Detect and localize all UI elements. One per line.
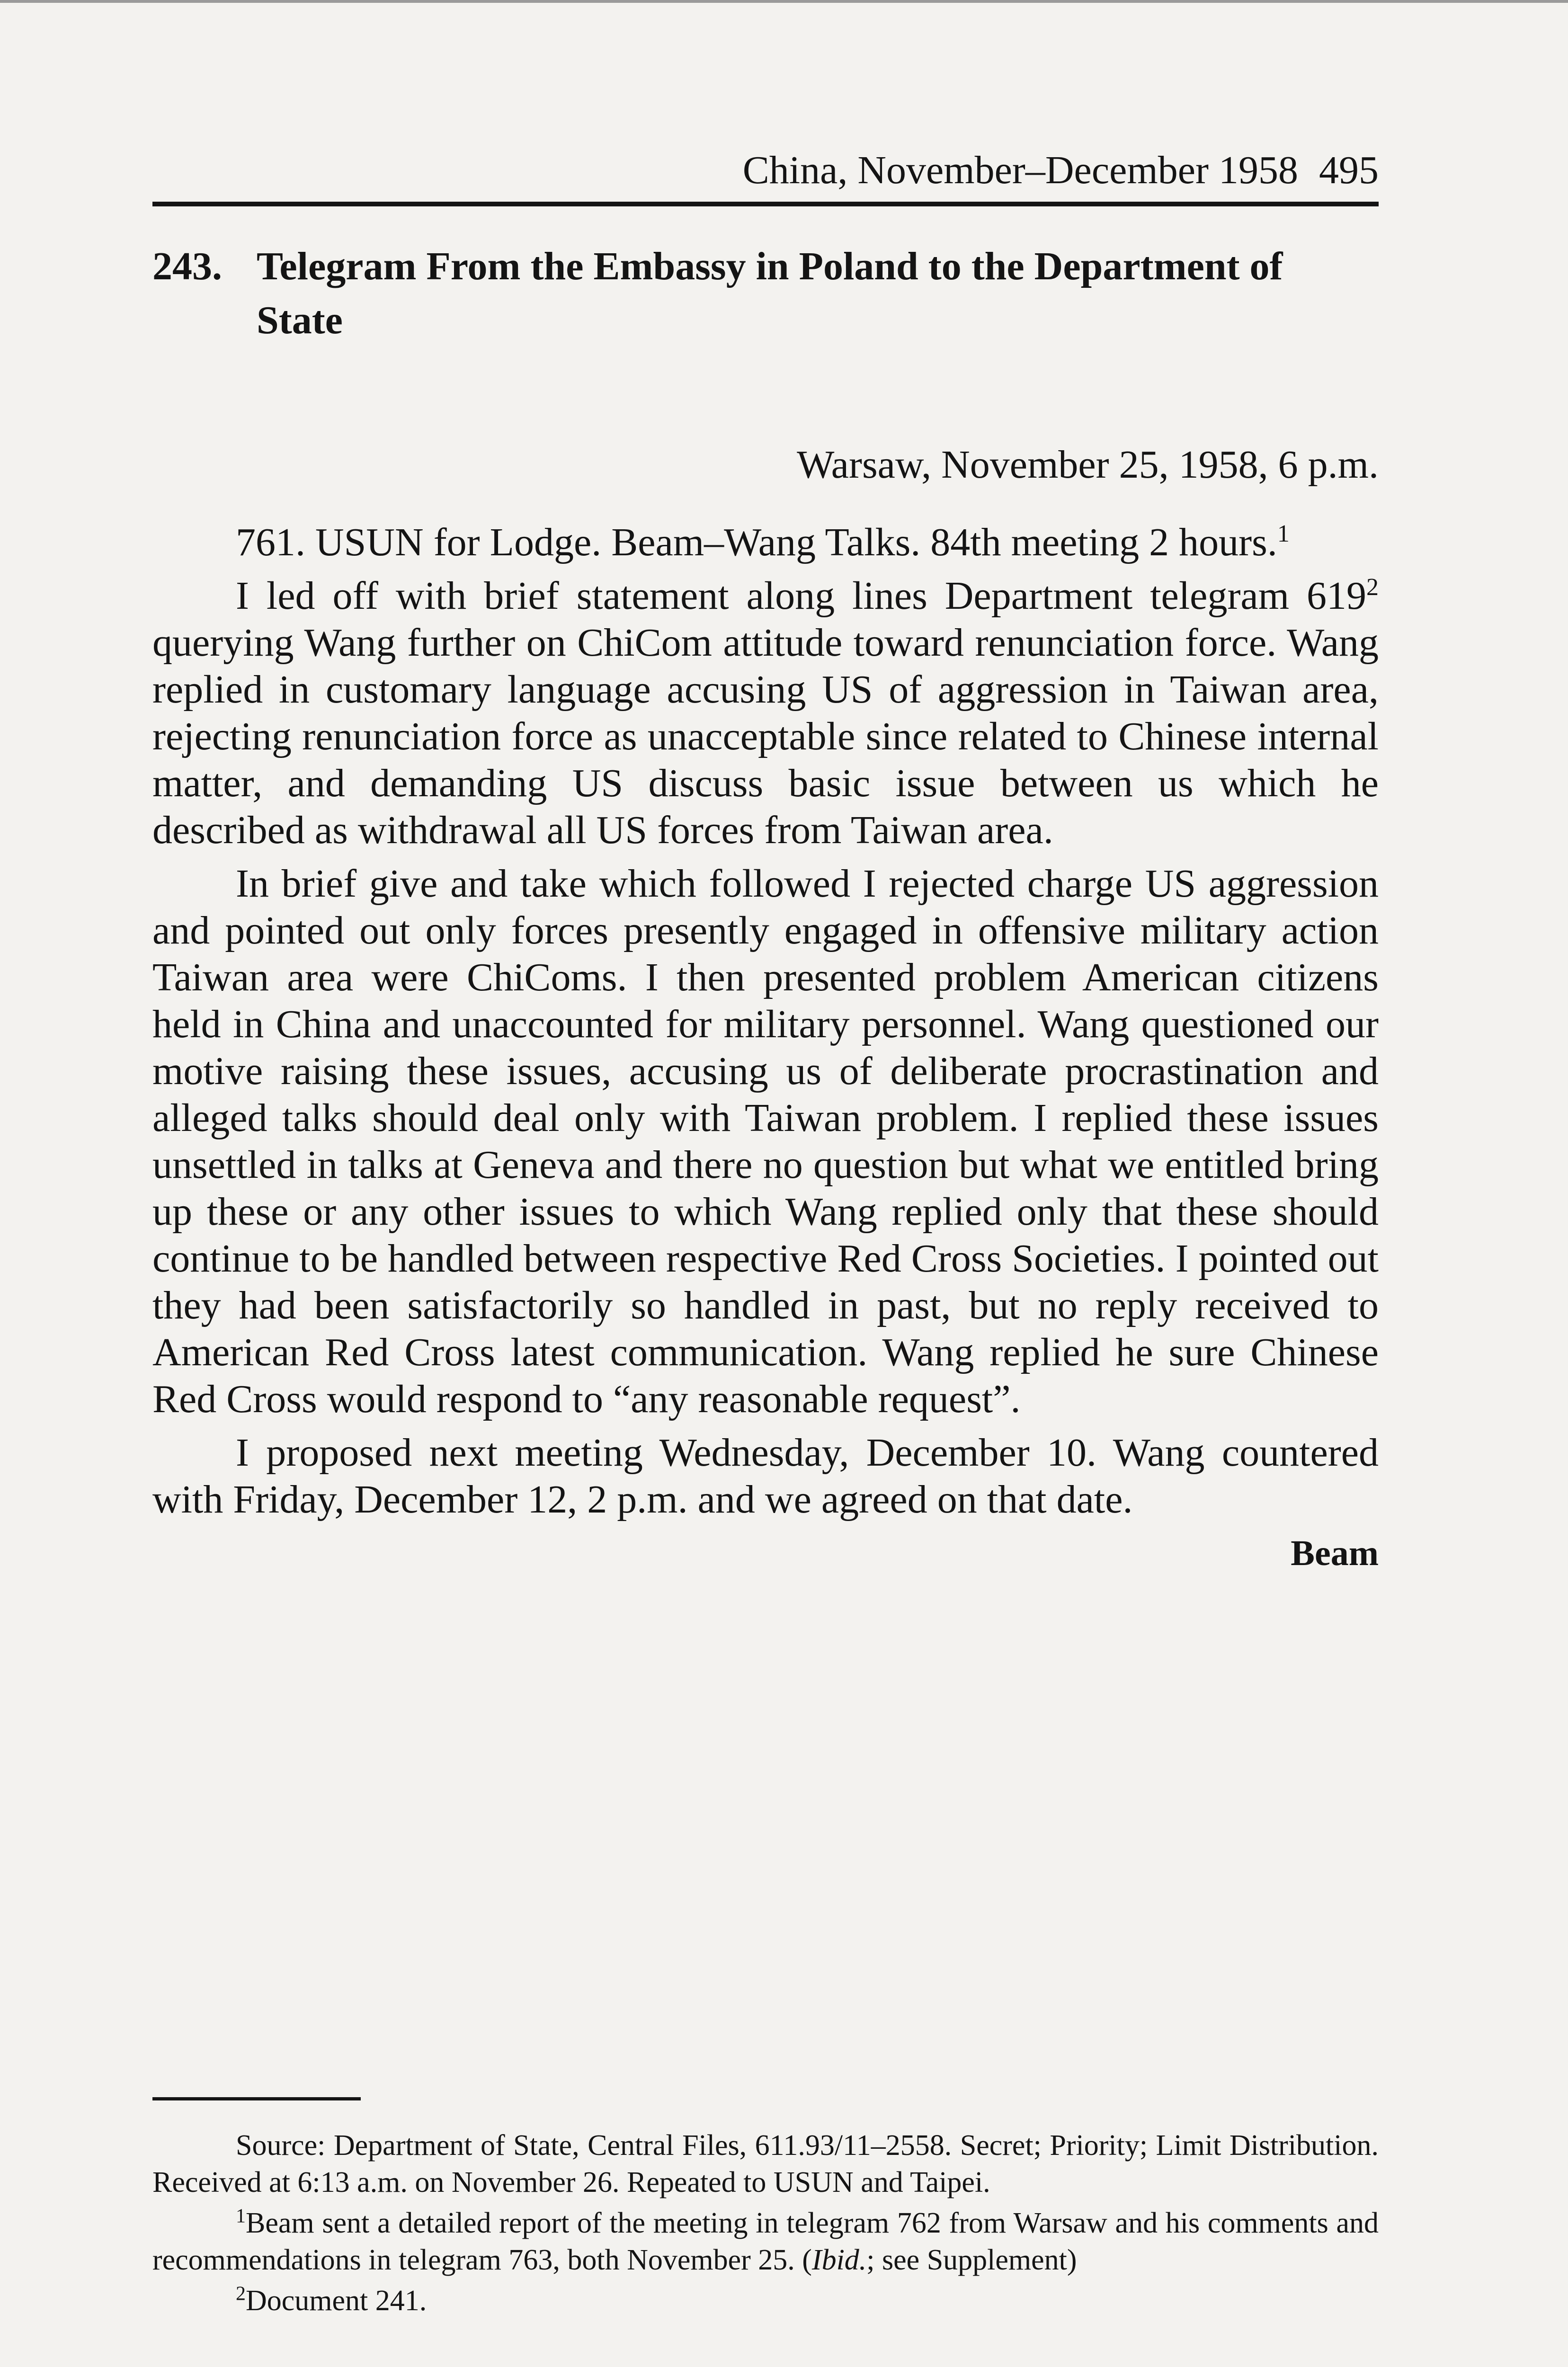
footnote-2-marker: 2 — [236, 2283, 246, 2305]
paragraph-1-rest: querying Wang further on ChiCom attitude toward renunciation force. Wang replied in customary language accusing US of aggression in Taiwan area, rejecting renunciation force as unacceptable since related to Chinese internal matter, and demanding US discuss basic issue between us which he described as withdrawal all US forces from Taiwan area. — [152, 621, 1379, 852]
top-edge-rule — [0, 0, 1568, 3]
footnote-ref-2: 2 — [1366, 574, 1379, 601]
document-title: Telegram From the Embassy in Poland to the Department of State — [257, 244, 1283, 342]
footnote-2 — [152, 2282, 1379, 2319]
header-rule — [152, 202, 1379, 206]
paragraph-1-start: I led off with brief statement along lines Department telegram 619 — [236, 574, 1366, 618]
footnote-1-marker: 1 — [236, 2205, 246, 2227]
opening-line — [152, 519, 1379, 566]
footnote-1 — [152, 2205, 1379, 2278]
paragraph-1 — [152, 572, 1379, 854]
footnote-rule — [152, 2097, 361, 2100]
telegram-body — [152, 519, 1379, 1523]
opening-text: 761. USUN for Lodge. Beam–Wang Talks. 84th meeting 2 hours. — [236, 520, 1277, 564]
dateline: Warsaw, November 25, 1958, 6 p.m. — [797, 443, 1379, 487]
document-number: 243. — [152, 244, 222, 288]
page-body — [152, 142, 1379, 1577]
footnote-1-text-b: ; see Supplement) — [866, 2244, 1077, 2276]
page-number: 495 — [1319, 148, 1379, 192]
source-note: Source: Department of State, Central Files, 611.93/11–2558. Secret; Priority; Limit Distribution. Received at 6:13 a.m. on November 26. Repeated to USUN and Taipei. — [152, 2129, 1379, 2198]
footnote-ref-1: 1 — [1277, 520, 1290, 547]
signature: Beam — [1291, 1533, 1379, 1573]
footnote-2-text: Document 241. — [246, 2285, 427, 2317]
footnotes — [152, 2097, 1379, 2323]
running-title: China, November–December 1958 — [742, 148, 1298, 192]
footnote-1-ibid: Ibid. — [811, 2244, 867, 2276]
document-heading — [152, 240, 1379, 347]
paragraph-2: In brief give and take which followed I rejected charge US aggression and pointed out only forces presently engaged in offensive military action Taiwan area were ChiComs. I then presented problem American citizens held in China and unaccounted for military personnel. Wang questioned our motive raising these issues, accusing us of deliberate procrastination and alleged talks should deal only with Taiwan problem. I replied these issues unsettled in talks at Geneva and there no question but what we entitled bring up these or any other issues to which Wang replied only that these should continue to be handled between respective Red Cross Societies. I pointed out they had been satisfactorily so handled in past, but no reply received to American Red Cross latest communication. Wang replied he sure Chinese Red Cross would respond to “any reasonable request”. — [152, 862, 1379, 1421]
footnote-1-text-a: Beam sent a detailed report of the meeting in telegram 762 from Warsaw and his comments and recommendations in telegram 763, both November 25. ( — [152, 2207, 1379, 2276]
running-header — [152, 142, 1379, 199]
paragraph-3: I proposed next meeting Wednesday, December 10. Wang countered with Friday, December 12, 2 p.m. and we agreed on that date. — [152, 1431, 1379, 1522]
